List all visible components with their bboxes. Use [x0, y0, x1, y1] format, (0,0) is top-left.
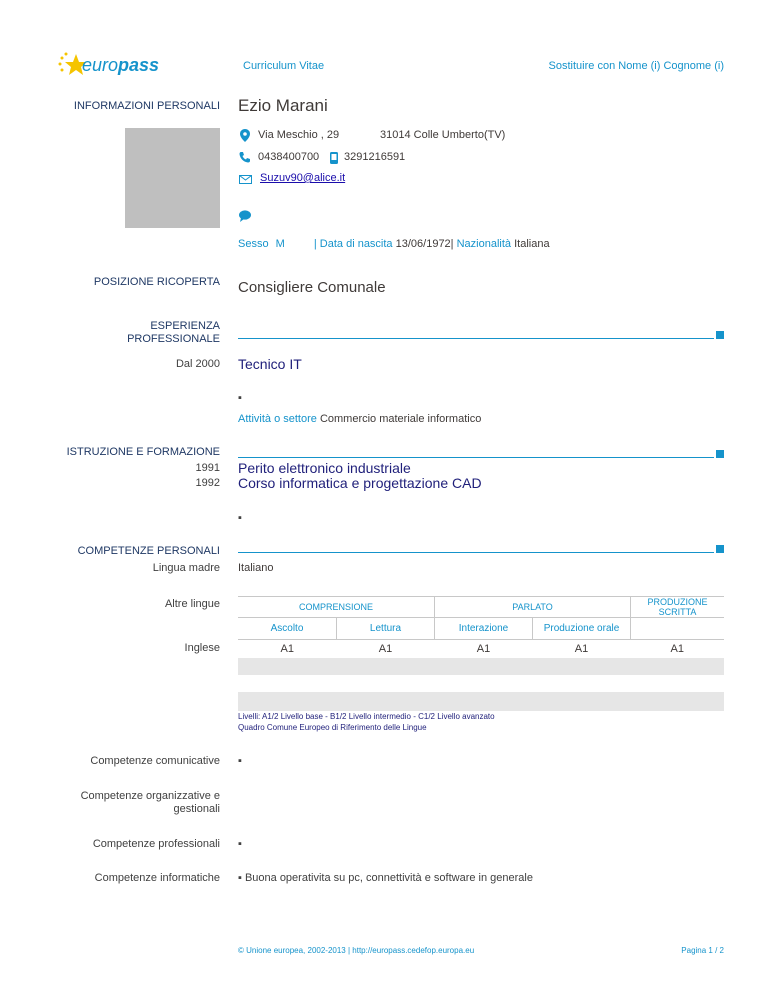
computer-label: Competenze informatiche [94, 872, 220, 884]
footer-page: Pagina 1 / 2 [681, 946, 724, 955]
header-comprehension: COMPRENSIONE [238, 597, 435, 618]
experience-date: Dal 2000 [175, 358, 220, 370]
professional-value: ▪ [238, 838, 242, 850]
level-production: A1 [574, 642, 589, 655]
experience-label-line2: PROFESSIONALE [127, 333, 220, 345]
logo-pass: pass [118, 55, 160, 75]
mother-tongue-label: Lingua madre [152, 562, 220, 574]
level-writing: A1 [670, 642, 684, 655]
full-name: Ezio Marani [238, 96, 328, 115]
skills-label: COMPETENZE PERSONALI [77, 545, 220, 557]
organizational-label [81, 790, 220, 816]
level-reading: A1 [378, 642, 393, 655]
header-writing: PRODUZIONE SCRITTA [631, 597, 725, 618]
education-year-1: 1991 [195, 462, 220, 474]
sector-label: Attività o settore [238, 413, 317, 425]
photo-placeholder [125, 128, 220, 228]
birth-value: 13/06/1972| [395, 238, 454, 250]
replace-name: Sostituire con Nome (i) Cognome (i) [548, 60, 724, 72]
mobile: 3291216591 [344, 151, 406, 163]
nationality-label: Nazionalità [456, 238, 512, 250]
spacer-row [238, 675, 724, 692]
email-link[interactable]: Suzuv90@alice.it [260, 172, 346, 184]
language-name: Inglese [184, 642, 220, 654]
footer-copyright: © Unione europea, 2002-2013 | http://europass.cedefop.europa.eu [238, 946, 475, 955]
education-label: ISTRUZIONE E FORMAZIONE [66, 446, 220, 458]
experience-title: Tecnico IT [238, 356, 302, 372]
sector-value: Commercio materiale informatico [319, 413, 482, 425]
level-listening: A1 [280, 642, 294, 655]
education-divider-square [716, 450, 724, 458]
personal-details [238, 238, 550, 250]
experience-sector [238, 413, 481, 425]
sub-listening: Ascolto [238, 618, 337, 640]
doc-title: Curriculum Vitae [243, 60, 325, 72]
city: 31014 Colle Umberto(TV) [380, 129, 506, 141]
mother-tongue: Italiano [238, 562, 274, 574]
experience-divider-square [716, 331, 724, 339]
experience-label-line1: ESPERIENZA [150, 320, 220, 332]
chat-icon [239, 210, 251, 222]
education-title-1: Perito elettronico industriale [238, 460, 411, 476]
sub-writing-empty [631, 618, 725, 640]
organizational-label-line2: gestionali [173, 803, 220, 815]
experience-divider [238, 338, 714, 339]
communicative-label: Competenze comunicative [90, 755, 220, 767]
computer-value: ▪ Buona operativita su pc, connettività e software in generale [238, 872, 533, 884]
experience-bullet: ▪ [238, 392, 242, 404]
phone: 0438400700 [258, 151, 320, 163]
sex-value: M [275, 238, 285, 250]
organizational-label-line1: Competenze organizzative e [80, 790, 220, 802]
logo-euro: euro [82, 55, 119, 75]
address: Via Meschio , 29 [258, 129, 340, 141]
professional-label: Competenze professionali [92, 838, 220, 850]
education-divider [238, 457, 714, 458]
location-icon [240, 129, 250, 142]
email-icon [239, 175, 252, 184]
position-value: Consigliere Comunale [238, 279, 386, 296]
skills-divider [238, 552, 714, 553]
framework-note: Quadro Comune Europeo di Riferimento delle Lingue [238, 723, 427, 732]
education-title-2: Corso informatica e progettazione CAD [238, 475, 482, 491]
skills-divider-square [716, 545, 724, 553]
europass-logo [56, 50, 166, 80]
nationality-value: Italiana [514, 238, 550, 250]
other-languages-label: Altre lingue [164, 598, 220, 610]
sex-label: Sesso [238, 238, 269, 250]
header-speaking: PARLATO [435, 597, 631, 618]
sub-reading: Lettura [337, 618, 435, 640]
mobile-icon [330, 152, 338, 164]
certificate-row-1 [238, 658, 724, 675]
sub-production: Produzione orale [533, 618, 631, 640]
phone-icon [239, 151, 251, 163]
sub-interaction: Interazione [435, 618, 533, 640]
level-interaction: A1 [476, 642, 491, 655]
language-table [238, 596, 724, 711]
position-label: POSIZIONE RICOPERTA [93, 276, 220, 288]
communicative-value: ▪ [238, 755, 242, 767]
education-bullet: ▪ [238, 512, 242, 524]
certificate-row-2 [238, 692, 724, 711]
levels-note: Livelli: A1/2 Livello base - B1/2 Livello intermedio - C1/2 Livello avanzato [238, 712, 495, 721]
birth-label: | Data di nascita [313, 238, 393, 250]
education-year-2: 1992 [195, 477, 220, 489]
personal-info-label: INFORMAZIONI PERSONALI [73, 100, 220, 112]
experience-label [127, 320, 220, 346]
